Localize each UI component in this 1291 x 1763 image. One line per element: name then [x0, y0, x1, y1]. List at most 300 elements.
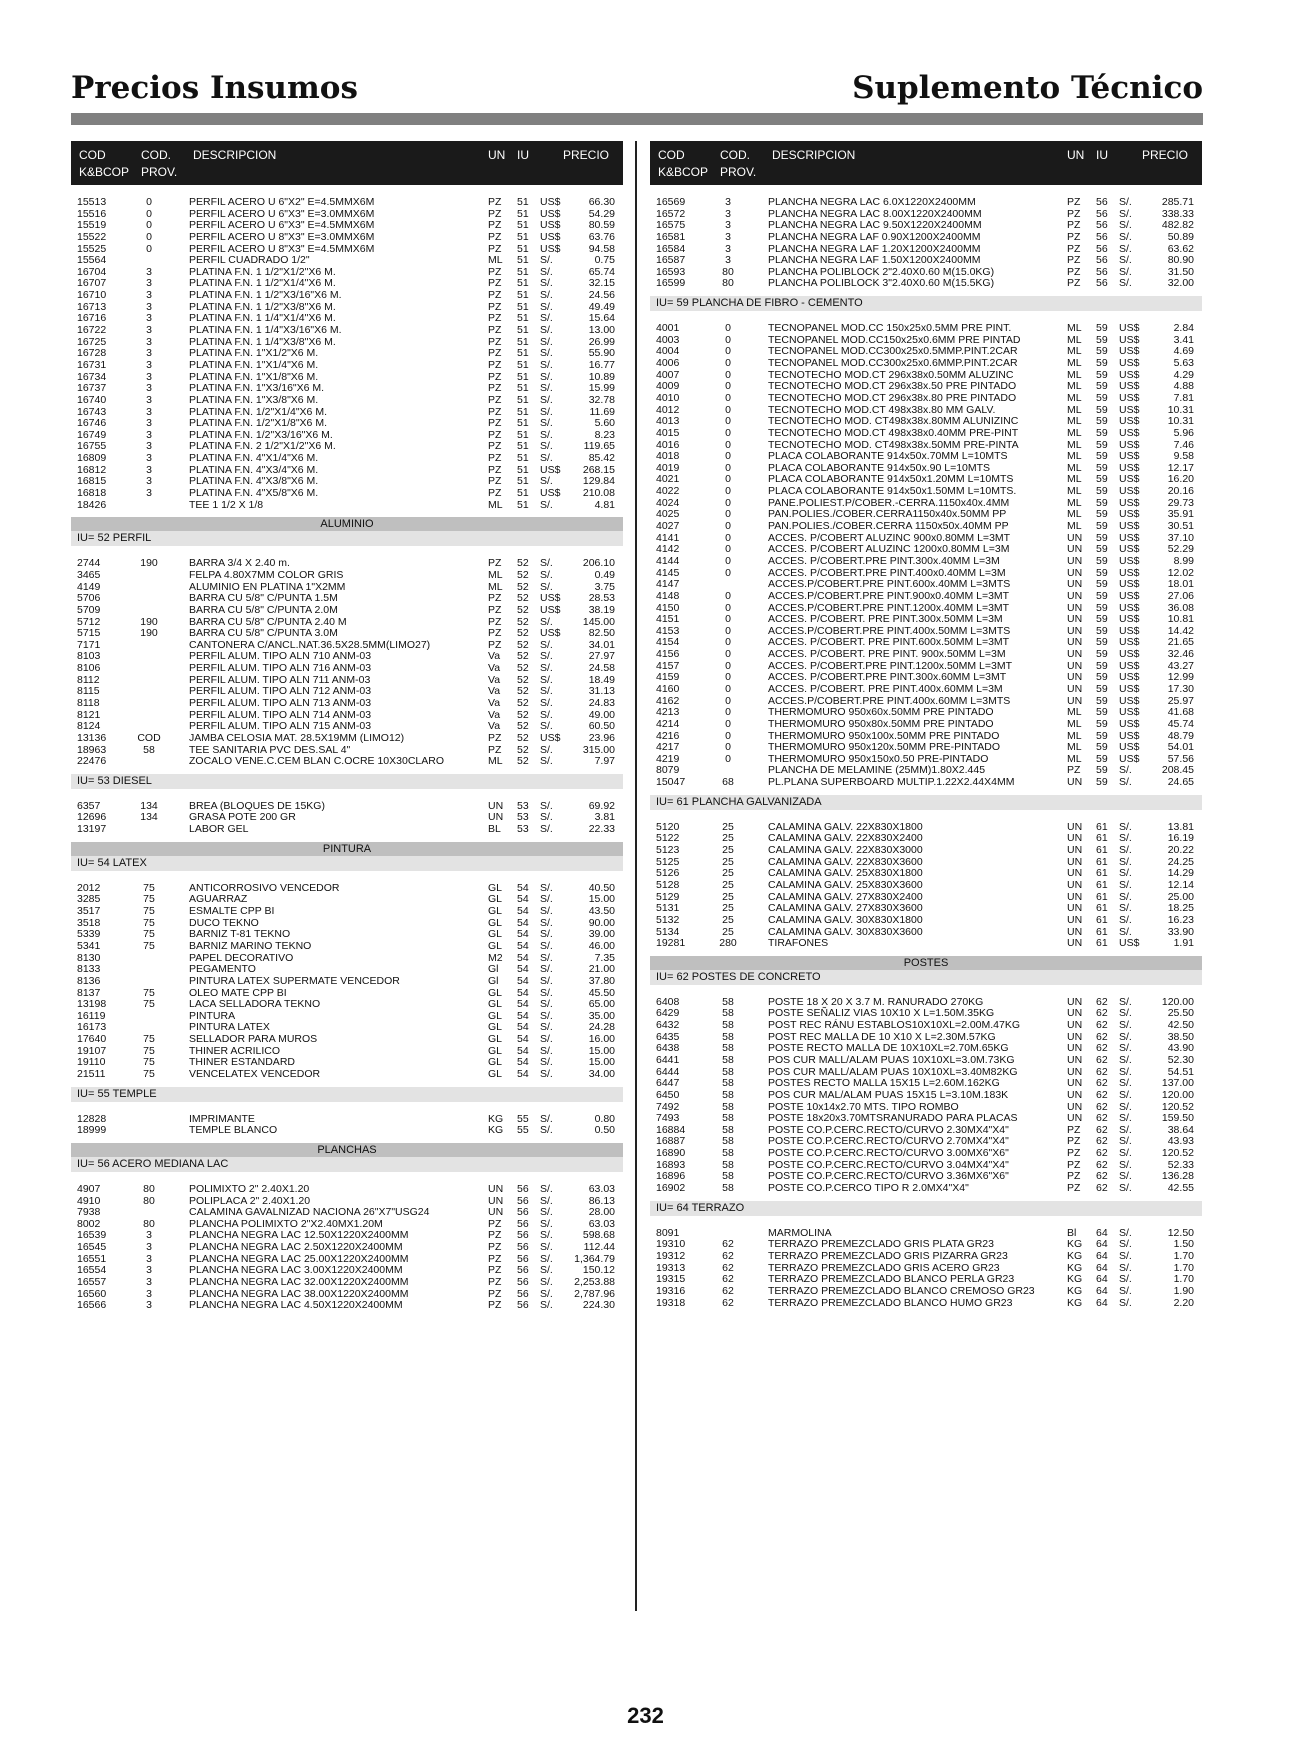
cell-descripcion: POLIMIXTO 2" 2.40X1.20: [189, 1182, 310, 1195]
cell-un: PZ: [488, 347, 502, 360]
table-row: [650, 1020, 1202, 1032]
cell-iu: 52: [517, 743, 529, 756]
cell-moneda: US$: [1119, 659, 1140, 672]
cell-cod: 5120: [656, 820, 680, 833]
cell-descripcion: PL.PLANA SUPERBOARD MULTIP.1.22X2.44X4MM: [768, 776, 1015, 789]
cell-moneda: US$: [1119, 415, 1140, 428]
rows: [71, 558, 623, 768]
cell-un: PZ: [488, 731, 502, 744]
cell-descripcion: ACCES. P/COBERT.PRE PINT.300x.60MM L=3MT: [768, 671, 1007, 684]
cell-prov: 0: [725, 601, 731, 614]
cell-cod: 18963: [77, 743, 107, 756]
cell-iu: 51: [517, 265, 529, 278]
cell-iu: 56: [517, 1287, 529, 1300]
cell-descripcion: PERFIL ALUM. TIPO ALN 713 ANM-03: [189, 696, 372, 709]
cell-moneda: S/.: [1119, 1238, 1132, 1251]
cell-iu: 59: [1096, 659, 1108, 672]
cell-precio: 23.96: [588, 731, 615, 744]
cell-un: PZ: [1067, 242, 1081, 255]
cell-iu: 61: [1096, 844, 1108, 857]
cell-prov: 75: [143, 881, 155, 894]
cell-precio: 65.00: [588, 998, 615, 1011]
cell-precio: 39.00: [588, 928, 615, 941]
cell-cod: 16890: [656, 1147, 686, 1160]
cell-moneda: S/.: [540, 928, 553, 941]
cell-precio: 27.97: [588, 650, 615, 663]
cell-moneda: S/.: [1119, 855, 1132, 868]
cell-moneda: S/.: [540, 405, 553, 418]
cell-un: UN: [1067, 855, 1083, 868]
iu-subtitle: IU= 55 TEMPLE: [71, 1087, 623, 1102]
table-row: [650, 915, 1202, 927]
cell-descripcion: JAMBA CELOSIA MAT. 28.5X19MM (LIMO12): [189, 731, 405, 744]
cell-iu: 54: [517, 1009, 529, 1022]
cell-iu: 59: [1096, 671, 1108, 684]
cell-un: GL: [488, 939, 503, 952]
cell-iu: 52: [517, 673, 529, 686]
cell-prov: 68: [722, 776, 734, 789]
table-section: [71, 774, 623, 836]
cell-precio: 18.49: [588, 673, 615, 686]
cell-prov: 25: [722, 867, 734, 880]
cell-precio: 38.19: [588, 603, 615, 616]
cell-precio: 20.16: [1167, 485, 1194, 498]
cell-un: PZ: [1067, 1135, 1081, 1148]
cell-cod: 7171: [77, 638, 101, 651]
cell-cod: 15519: [77, 219, 107, 232]
cell-descripcion: ACCES.P/COBERT.PRE PINT.1200x.40MM L=3MT: [768, 601, 1010, 614]
cell-precio: 129.84: [582, 475, 615, 488]
cell-cod: 4150: [656, 601, 680, 614]
cell-descripcion: PLANCHA NEGRA LAF 1.20X1200X2400MM: [768, 242, 981, 255]
cell-descripcion: THERMOMURO 950x80x.50MM PRE PINTADO: [768, 717, 994, 730]
cell-iu: 56: [517, 1229, 529, 1242]
cell-precio: 8.99: [1173, 554, 1194, 567]
cell-prov: 0: [725, 717, 731, 730]
cell-moneda: US$: [540, 463, 561, 476]
cell-descripcion: BARNIZ MARINO TEKNO: [189, 939, 312, 952]
cell-descripcion: TECNOTECHO MOD.CT 498x38x0.40MM PRE-PINT: [768, 426, 1019, 439]
cell-cod: 4009: [656, 380, 680, 393]
cell-iu: 61: [1096, 867, 1108, 880]
cell-descripcion: IMPRIMANTE: [189, 1112, 255, 1125]
cell-precio: 15.99: [588, 382, 615, 395]
cell-un: UN: [1067, 601, 1083, 614]
cell-prov: 0: [146, 230, 152, 243]
cell-un: Va: [488, 650, 501, 663]
cell-prov: 62: [722, 1238, 734, 1251]
cell-cod: 15522: [77, 230, 107, 243]
cell-prov: 0: [725, 473, 731, 486]
cell-moneda: S/.: [1119, 265, 1132, 278]
cell-descripcion: PLANCHA NEGRA LAC 2.50X1220X2400MM: [189, 1241, 403, 1254]
cell-un: PZ: [1067, 1170, 1081, 1183]
cell-prov: 25: [722, 820, 734, 833]
cell-moneda: US$: [540, 627, 561, 640]
cell-cod: 6429: [656, 1007, 680, 1020]
cell-prov: 75: [143, 928, 155, 941]
cell-prov: 75: [143, 905, 155, 918]
cell-iu: 62: [1096, 1147, 1108, 1160]
cell-descripcion: PEGAMENTO: [189, 963, 256, 976]
cell-prov: 62: [722, 1284, 734, 1297]
cell-un: ML: [1067, 415, 1082, 428]
cell-prov: 0: [146, 219, 152, 232]
table-section: [650, 296, 1202, 789]
cell-moneda: S/.: [1119, 1249, 1132, 1262]
cell-descripcion: OLEO MATE CPP BI: [189, 986, 287, 999]
cell-iu: 59: [1096, 566, 1108, 579]
cell-precio: 50.89: [1167, 230, 1194, 243]
cell-precio: 268.15: [582, 463, 615, 476]
table-row: [71, 488, 623, 500]
cell-un: PZ: [488, 1217, 502, 1230]
cell-prov: 3: [146, 428, 152, 441]
cell-descripcion: PINTURA: [189, 1009, 236, 1022]
cell-precio: 1,364.79: [574, 1252, 615, 1265]
cell-moneda: S/.: [540, 580, 553, 593]
cell-prov: 0: [146, 242, 152, 255]
table-row: [650, 719, 1202, 731]
cell-un: ML: [488, 755, 503, 768]
cell-descripcion: PLANCHA NEGRA LAC 6.0X1220X2400MM: [768, 196, 976, 208]
rows: [71, 1184, 623, 1312]
cell-cod: 15525: [77, 242, 107, 255]
cell-moneda: S/.: [1119, 1042, 1132, 1055]
cell-iu: 56: [517, 1276, 529, 1289]
cell-precio: 63.03: [588, 1182, 615, 1195]
cell-un: PZ: [488, 207, 502, 220]
header-iu: IU: [517, 148, 529, 162]
cell-un: PZ: [488, 242, 502, 255]
cell-descripcion: CALAMINA GALV. 27X830X3600: [768, 902, 923, 915]
cell-un: PZ: [488, 440, 502, 453]
cell-prov: 0: [725, 741, 731, 754]
cell-descripcion: PERFIL ACERO U 6"X2" E=4.5MMX6M: [189, 196, 375, 208]
cell-precio: 206.10: [582, 557, 615, 570]
cell-iu: 54: [517, 905, 529, 918]
cell-cod: 6447: [656, 1077, 680, 1090]
cell-un: UN: [1067, 1088, 1083, 1101]
cell-prov: 75: [143, 986, 155, 999]
cell-precio: 36.08: [1167, 601, 1194, 614]
cell-un: PZ: [488, 487, 502, 500]
cell-cod: 6408: [656, 995, 680, 1008]
cell-descripcion: PLATINA F.N. 1/2"X1/4"X6 M.: [189, 405, 327, 418]
cell-iu: 51: [517, 219, 529, 232]
cell-precio: 43.93: [1167, 1135, 1194, 1148]
cell-iu: 56: [1096, 254, 1108, 267]
cell-iu: 56: [517, 1252, 529, 1265]
cell-descripcion: PLATINA F.N. 4"X1/4"X6 M.: [189, 452, 319, 465]
cell-precio: 25.97: [1167, 694, 1194, 707]
table-row: [650, 232, 1202, 244]
cell-precio: 38.64: [1167, 1123, 1194, 1136]
cell-cod: 4027: [656, 520, 680, 533]
cell-precio: 66.30: [588, 196, 615, 208]
cell-prov: 58: [143, 743, 155, 756]
cell-un: ML: [1067, 357, 1082, 370]
cell-iu: 51: [517, 463, 529, 476]
cell-prov: 58: [722, 1100, 734, 1113]
cell-cod: 8002: [77, 1217, 101, 1230]
cell-cod: 4013: [656, 415, 680, 428]
cell-prov: 58: [722, 1019, 734, 1032]
cell-iu: 59: [1096, 438, 1108, 451]
cell-iu: 62: [1096, 1088, 1108, 1101]
cell-precio: 40.50: [588, 881, 615, 894]
cell-moneda: S/.: [1119, 1273, 1132, 1286]
cell-descripcion: POSTE CO.P.CERC.RECTO/CURVO 3.04MX4"X4": [768, 1158, 1009, 1171]
cell-moneda: US$: [1119, 706, 1140, 719]
cell-cod: 4213: [656, 706, 680, 719]
table-row: [650, 278, 1202, 290]
cell-un: PZ: [488, 289, 502, 302]
cell-precio: 16.77: [588, 358, 615, 371]
cell-iu: 53: [517, 823, 529, 836]
cell-precio: 5.60: [594, 417, 615, 430]
cell-cod: 4141: [656, 531, 680, 544]
cell-descripcion: PLACA COLABORANTE 914x50x.70MM L=10MTS: [768, 450, 1008, 463]
cell-descripcion: ACCES. P/COBERT ALUZINC 1200x0.80MM L=3M: [768, 543, 1010, 556]
cell-prov: 3: [146, 405, 152, 418]
cell-un: KG: [1067, 1284, 1083, 1297]
cell-prov: 0: [725, 496, 731, 509]
cell-precio: 82.50: [588, 627, 615, 640]
cell-iu: 52: [517, 603, 529, 616]
cell-iu: 62: [1096, 1112, 1108, 1125]
header-cod: COD: [79, 148, 106, 162]
cell-moneda: S/.: [540, 974, 553, 987]
cell-cod: 15564: [77, 254, 107, 267]
cell-un: ML: [1067, 741, 1082, 754]
cell-un: ML: [1067, 717, 1082, 730]
cell-cod: 8130: [77, 951, 101, 964]
cell-moneda: S/.: [540, 1182, 553, 1195]
cell-moneda: S/.: [1119, 254, 1132, 267]
cell-descripcion: TERRAZO PREMEZCLADO BLANCO HUMO GR23: [768, 1296, 1013, 1309]
cell-un: M2: [488, 951, 503, 964]
header-descripcion: DESCRIPCION: [193, 148, 277, 162]
cell-precio: 1.90: [1173, 1284, 1194, 1297]
cell-iu: 51: [517, 300, 529, 313]
cell-precio: 48.79: [1167, 729, 1194, 742]
table-row: [71, 1034, 623, 1046]
cell-moneda: S/.: [1119, 207, 1132, 220]
cell-moneda: US$: [1119, 333, 1140, 346]
header-un: UN: [488, 148, 506, 162]
cell-iu: 62: [1096, 1135, 1108, 1148]
cell-precio: 17.30: [1167, 682, 1194, 695]
cell-precio: 21.00: [588, 963, 615, 976]
cell-moneda: S/.: [540, 998, 553, 1011]
cell-moneda: US$: [1119, 636, 1140, 649]
cell-precio: 26.99: [588, 335, 615, 348]
cell-cod: 4018: [656, 450, 680, 463]
cell-cod: 16704: [77, 265, 107, 278]
cell-prov: 0: [725, 648, 731, 661]
cell-descripcion: DUCO TEKNO: [189, 916, 259, 929]
cell-cod: 16755: [77, 440, 107, 453]
cell-descripcion: POLIPLACA 2" 2.40X1.20: [189, 1194, 311, 1207]
cell-un: ML: [1067, 450, 1082, 463]
cell-prov: 25: [722, 878, 734, 891]
cell-moneda: S/.: [1119, 913, 1132, 926]
cell-precio: 49.49: [588, 300, 615, 313]
cell-cod: 16566: [77, 1299, 107, 1312]
cell-un: UN: [1067, 624, 1083, 637]
cell-moneda: S/.: [540, 277, 553, 290]
cell-precio: 22.33: [588, 823, 615, 836]
header-un: UN: [1067, 148, 1085, 162]
cell-prov: 25: [722, 844, 734, 857]
cell-cod: 4001: [656, 322, 680, 335]
cell-iu: 59: [1096, 461, 1108, 474]
cell-precio: 210.08: [582, 487, 615, 500]
cell-precio: 24.28: [588, 1021, 615, 1034]
cell-cod: 16749: [77, 428, 107, 441]
cell-un: ML: [1067, 322, 1082, 335]
cell-un: ML: [1067, 333, 1082, 346]
page-title-right: Suplemento Técnico: [852, 70, 1203, 106]
cell-cod: 19315: [656, 1273, 686, 1286]
cell-precio: 80.59: [588, 219, 615, 232]
cell-moneda: S/.: [540, 452, 553, 465]
cell-precio: 7.46: [1173, 438, 1194, 451]
table-row: [650, 358, 1202, 370]
cell-moneda: S/.: [1119, 832, 1132, 845]
cell-cod: 4157: [656, 659, 680, 672]
cell-cod: 4022: [656, 485, 680, 498]
cell-prov: 58: [722, 1158, 734, 1171]
cell-moneda: S/.: [540, 382, 553, 395]
cell-iu: 54: [517, 986, 529, 999]
cell-precio: 9.58: [1173, 450, 1194, 463]
cell-un: Va: [488, 708, 501, 721]
cell-moneda: S/.: [540, 893, 553, 906]
cell-un: PZ: [488, 405, 502, 418]
cell-precio: 15.00: [588, 893, 615, 906]
cell-cod: 6450: [656, 1088, 680, 1101]
cell-prov: 58: [722, 1054, 734, 1066]
cell-un: Va: [488, 673, 501, 686]
cell-un: UN: [1067, 832, 1083, 845]
cell-descripcion: ZOCALO VENE.C.CEM BLAN C.OCRE 10X30CLARO: [189, 755, 444, 768]
cell-moneda: US$: [1119, 741, 1140, 754]
cell-prov: 0: [725, 624, 731, 637]
cell-precio: 18.01: [1167, 578, 1194, 591]
cell-iu: 51: [517, 487, 529, 500]
rows: [71, 883, 623, 1081]
cell-cod: 4006: [656, 357, 680, 370]
cell-descripcion: CALAMINA GALV. 25X830X3600: [768, 878, 923, 891]
cell-iu: 61: [1096, 855, 1108, 868]
cell-precio: 63.76: [588, 230, 615, 243]
cell-precio: 137.00: [1161, 1077, 1194, 1090]
cell-iu: 61: [1096, 890, 1108, 903]
cell-iu: 54: [517, 939, 529, 952]
cell-un: ML: [1067, 368, 1082, 381]
cell-prov: 25: [722, 890, 734, 903]
cell-descripcion: POSTE CO.P.CERC.RECTO/CURVO 2.70MX4"X4": [768, 1135, 1009, 1148]
cell-prov: 3: [146, 347, 152, 360]
header-precio: PRECIO: [1142, 148, 1189, 162]
header-descripcion: DESCRIPCION: [772, 148, 856, 162]
cell-descripcion: POSTE CO.P.CERCO TIPO R 2.0MX4"X4": [768, 1182, 969, 1195]
cell-prov: 3: [146, 382, 152, 395]
cell-descripcion: BARRA CU 5/8" C/PUNTA 3.0M: [189, 627, 338, 640]
cell-prov: 0: [146, 196, 152, 208]
table-body: [71, 197, 623, 1312]
cell-un: PZ: [488, 638, 502, 651]
cell-un: PZ: [1067, 196, 1081, 208]
cell-cod: 2012: [77, 881, 101, 894]
cell-moneda: US$: [540, 196, 561, 208]
cell-un: Gl: [488, 963, 499, 976]
cell-un: PZ: [488, 230, 502, 243]
cell-descripcion: CALAMINA GALV. 22X830X3600: [768, 855, 923, 868]
cell-descripcion: ACCES. P/COBERT. PRE PINT.400x.60MM L=3M: [768, 682, 1003, 695]
cell-un: UN: [1067, 659, 1083, 672]
cell-moneda: S/.: [540, 1287, 553, 1300]
cell-precio: 32.00: [1167, 277, 1194, 290]
cell-moneda: US$: [1119, 380, 1140, 393]
cell-prov: 3: [146, 1287, 152, 1300]
cell-precio: 49.00: [588, 708, 615, 721]
cell-iu: 52: [517, 755, 529, 768]
cell-cod: 13136: [77, 731, 107, 744]
cell-prov: 3: [725, 219, 731, 232]
cell-prov: 62: [722, 1249, 734, 1262]
cell-iu: 56: [1096, 277, 1108, 290]
cell-cod: 4907: [77, 1182, 101, 1195]
cell-descripcion: THERMOMURO 950x120x.50MM PRE-PINTADO: [768, 741, 1001, 754]
cell-iu: 62: [1096, 1170, 1108, 1183]
table-section: [71, 517, 623, 768]
cell-cod: 4156: [656, 648, 680, 661]
iu-subtitle: IU= 54 LATEX: [71, 856, 623, 871]
cell-descripcion: PERFIL ACERO U 8"X3" E=3.0MMX6M: [189, 230, 375, 243]
cell-iu: 51: [517, 289, 529, 302]
cell-precio: 0.80: [594, 1112, 615, 1125]
cell-iu: 62: [1096, 1182, 1108, 1195]
cell-moneda: US$: [1119, 682, 1140, 695]
cell-prov: 190: [140, 615, 158, 628]
table-row: [71, 197, 623, 209]
cell-precio: 14.42: [1167, 624, 1194, 637]
cell-descripcion: POS CUR MALL/ALAM PUAS 10X10XL=3.0M.73KG: [768, 1054, 1015, 1066]
cell-un: UN: [1067, 1030, 1083, 1043]
cell-moneda: S/.: [1119, 890, 1132, 903]
cell-moneda: S/.: [1119, 1261, 1132, 1274]
cell-cod: 5134: [656, 925, 680, 938]
cell-cod: 8136: [77, 974, 101, 987]
cell-descripcion: PLATINA F.N. 4"X3/8"X6 M.: [189, 475, 319, 488]
cell-descripcion: ESMALTE CPP BI: [189, 905, 275, 918]
cell-iu: 59: [1096, 554, 1108, 567]
cell-descripcion: PLATINA F.N. 1/2"X1/8"X6 M.: [189, 417, 327, 430]
cell-prov: 3: [146, 463, 152, 476]
cell-moneda: US$: [1119, 450, 1140, 463]
cell-cod: 6432: [656, 1019, 680, 1032]
cell-cod: 8112: [77, 673, 100, 686]
cell-cod: 4154: [656, 636, 680, 649]
table-row: [650, 591, 1202, 603]
cell-iu: 59: [1096, 357, 1108, 370]
cell-moneda: S/.: [1119, 1296, 1132, 1309]
cell-cod: 5125: [656, 855, 680, 868]
cell-prov: 3: [146, 1229, 152, 1242]
